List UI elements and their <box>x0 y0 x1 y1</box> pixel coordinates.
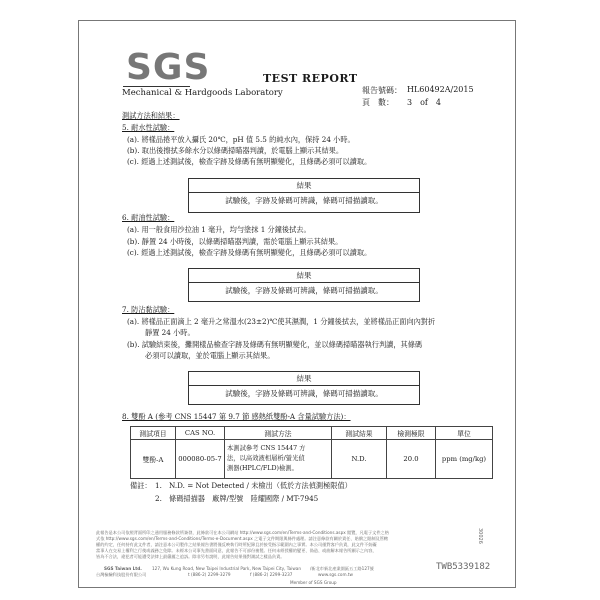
cell-unit: ppm (mg/kg) <box>436 440 493 479</box>
methods-heading: 測試方法和結果： <box>122 111 180 120</box>
section-7-step-a-cont: 靜置 24 小時。 <box>145 328 195 337</box>
section-7-step-b: (b). 試驗結束後，攤開樣品檢查字跡及條碼有無明顯變化，並以條碼掃瞄器執行判讀，其條碼 <box>127 340 423 349</box>
section-6-step-a: (a). 用一般食用沙拉油 1 毫升，均勻塗抹 1 分鐘後拭去。 <box>127 225 311 234</box>
lab-name: Mechanical & Hardgoods Laboratory <box>122 88 283 98</box>
phone: t (886-2) 2299-3279 <box>188 572 231 577</box>
cell-limit: 20.0 <box>387 440 436 479</box>
company-name-en: SGS Taiwan Ltd. <box>104 566 142 571</box>
footer-disclaimer-2: 式依 http://www.sgs.com/en/Terms-and-Conditions/Terms-e-Document.aspx 之電子文件期限與條件處理。請注意條款有關於責任、賠償之限制及管轄 <box>96 536 389 541</box>
method-line: 本測試參考 CNS 15447 方 <box>227 445 306 452</box>
section-5-step-b: (b). 取出後擦拭多餘水分以條碼掃瞄器判讀，於電腦上顯示其結果。 <box>127 146 344 155</box>
address-en: 127, Wu Kung Road, New Taipei Industrial Park, New Taipei City, Taiwan <box>152 566 302 571</box>
report-title: TEST REPORT <box>263 72 358 85</box>
section-5-result-box <box>188 178 420 213</box>
header-item: 測試項目 <box>131 427 176 440</box>
method-line: 測器(HPLC/FLD)檢測。 <box>227 465 298 472</box>
bpa-results-table <box>130 426 493 479</box>
member-note: Member of SGS Group <box>290 580 337 585</box>
cell-item: 雙酚-A <box>131 440 176 479</box>
side-code: 30026 <box>477 528 483 544</box>
company-name-zh: 台灣檢驗科技股份有限公司 <box>96 572 147 577</box>
result-text: 試驗後，字跡及條碼可辨識，條碼可掃描讀取。 <box>225 196 383 205</box>
method-line: 法，以高效液相層析/螢光偵 <box>227 455 305 462</box>
website: www.sgs.com.tw <box>318 572 353 577</box>
address-zh: /新北市新北產業園區五工路127號 <box>310 566 374 571</box>
section-7-result-box <box>188 371 420 405</box>
cell-method <box>225 440 332 479</box>
result-heading: 結果 <box>189 269 419 283</box>
section-5-step-c: (c). 經過上述測試後，檢查字跡及條碼有無明顯變化，且條碼必須可以讀取。 <box>127 157 372 166</box>
fax: f (886-2) 2299-3237 <box>250 572 293 577</box>
report-no-label: 報告號碼： <box>362 86 402 95</box>
serial-number: TWB5339182 <box>436 562 491 572</box>
cell-cas: 000080-05-7 <box>176 440 225 479</box>
logo-underline <box>123 86 190 87</box>
result-text: 試驗後，字跡及條碼可辨識，條碼可掃描讀取。 <box>225 389 383 398</box>
section-8-title: 8. 雙酚 A (參考 CNS 15447 第 9.7 節 感熱紙雙酚-A 含量試驗方法)： <box>122 412 351 421</box>
section-7-step-a: (a). 將樣品正面滴上 2 毫升之常溫水(23±2)℃使其濕潤，1 分鐘後拭去，並將樣品正面向內對折 <box>127 317 436 326</box>
section-6-title: 6. 耐油性試驗： <box>122 213 175 222</box>
notes-label: 備註： <box>130 481 152 490</box>
section-6-step-c: (c). 經過上述測試後，檢查字跡及條碼有無明顯變化，且條碼必須可以讀取。 <box>127 248 372 257</box>
footer-disclaimer-4: 當事人在交易上權利之行使或義務之免除。未經本公司事先書面同意，此報告不可部份複製。任何未經授權的變更、偽造、或曲解本報告所顯示之內容， <box>96 548 377 553</box>
header-method: 測試方法 <box>225 427 332 440</box>
header-result: 測試結果 <box>332 427 387 440</box>
section-7-title: 7. 防沾黏試驗： <box>122 305 175 314</box>
result-heading: 結果 <box>189 179 419 193</box>
page-value: 3 of 4 <box>407 98 441 107</box>
section-6-step-b: (b). 靜置 24 小時後，以條碼掃瞄器判讀，需於電腦上顯示其結果。 <box>127 237 343 246</box>
table-header-row <box>131 427 493 440</box>
report-no: HL60492A/2015 <box>407 85 474 94</box>
note-1: 1. N.D. = Not Detected / 未檢出（低於方法偵測極限值） <box>155 481 352 490</box>
section-5-title: 5. 耐水性試驗： <box>122 123 175 132</box>
table-row <box>131 440 493 479</box>
note-2: 2. 條碼掃描器 廠牌/型號 陸耀國際 / MT-7945 <box>155 494 319 503</box>
header-limit: 檢測極限 <box>387 427 436 440</box>
footer-disclaimer-3: 權的約定，任何持有此文件者，請注意本公司製作之結果報告書將僅反映執行時所紀錄且於接受指示範圍內之事實。本公司僅對客戶負責，此文件不妨礙 <box>96 542 377 547</box>
header-cas: CAS NO. <box>176 427 225 440</box>
section-5-step-a: (a). 將樣品捲平放入攝氏 20℃，pH 值 5.5 的純水內，保持 24 小時。 <box>127 135 355 144</box>
footer-disclaimer-5: 皆為不合法，違犯者可能遭受法律上最嚴厲之追訴。除非另有說明，此報告結果僅對測試之樣品負責。 <box>96 554 285 559</box>
section-7-step-b-cont: 必須可以讀取，並於電腦上顯示其結果。 <box>145 351 275 360</box>
footer-disclaimer-1: 此報告是本公司依照背面所印之通用服務條款所簽發，此條款可在本公司網站 http://www.sgs.com/en/Terms-and-Conditions.aspx 閱覽，凡電子文件之格 <box>96 530 389 535</box>
cell-result: N.D. <box>332 440 387 479</box>
sgs-logo: SGS <box>126 47 211 88</box>
result-heading: 結果 <box>189 372 419 386</box>
page-label: 頁 數： <box>362 98 394 107</box>
result-text: 試驗後，字跡及條碼可辨識，條碼可掃描讀取。 <box>225 286 383 295</box>
header-unit: 單位 <box>436 427 493 440</box>
section-6-result-box <box>188 268 420 302</box>
